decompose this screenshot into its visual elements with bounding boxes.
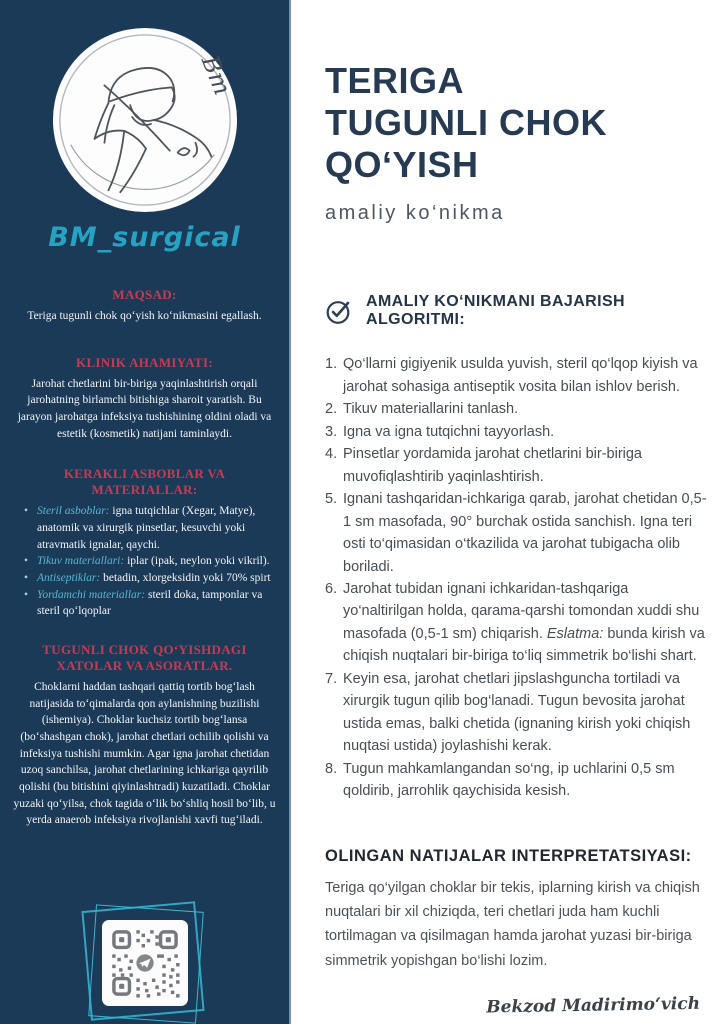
klinik-text: Jarohat chetlarini bir-biriga yaqinlashtirish orqali jarohatning birlamchi bitishiga sharoit yaratish. Bu jarayon jarohatga infeksiya tushishining oldini oladi va estetik (kosmetik) natijani taminlaydi.	[17, 377, 272, 440]
title-line: TERIGA	[325, 60, 465, 101]
algorithm-step: Jarohat tubidan ignani ichkaridan-tashqariga yo‘naltirilgan holda, qarama-qarshi tomondan xuddi shu masofada (0,5-1 sm) chiqarish. Eslatma: bunda kirish va chiqish nuqtalari bir-biriga to‘liq simmetrik bo‘lishi shart.	[343, 581, 705, 665]
section-tools	[0, 466, 289, 620]
title-line: QO‘YISH	[325, 144, 479, 186]
tools-heading: KERAKLI ASBOBLAR VA MATERIALLAR:	[63, 466, 226, 498]
check-circle-icon	[325, 298, 352, 325]
section-maqsad	[0, 287, 289, 325]
list-item: • Antiseptiklar: betadin, xlorgeksidin yoki 70% spirt	[24, 570, 279, 587]
list-item: • Steril asboblar: igna tutqichlar (Xegar, Matye), anatomik va xirurgik pinsetlar, kesuvchi yoki atravmatik ignalar, qaychi.	[24, 503, 279, 553]
xatolar-text: Choklarni haddan tashqari qattiq tortib bog‘lash natijasida to‘qimalarda qon aylanishning buzilishi (ishemiya). Choklar kuchsiz tortib bog‘lansa (bo‘shashgan chok), jarohat chetlari ochilib qolishi va infeksiya tushishi mumkin. Agar igna jarohat chetidan uzoq sanchilsa, jarohat chetlarining ichkariga qayrilib qolishi (bu bitishini qiyinlashtradi) kuzatiladi. Choklar yuzaki qo‘yilsa, chok tagida o‘lik bo‘shliq hosil bo‘lib, u yerda anaerob infeksiya rivojlanishi xavfi tug‘iladi.	[13, 681, 276, 827]
logo-monogram: Bm	[195, 51, 237, 99]
sidebar	[0, 0, 291, 1024]
qr-code-icon	[107, 925, 183, 1001]
algorithm-heading: AMALIY KO‘NIKMANI BAJARISH ALGORITMI:	[366, 293, 626, 329]
page-title	[325, 60, 710, 186]
results-heading: OLINGAN NATIJALAR INTERPRETATSIYASI:	[325, 846, 692, 865]
tools-list	[24, 503, 279, 620]
section-klinik	[0, 355, 289, 443]
algorithm-step: Pinsetlar yordamida jarohat chetlarini bir-biriga muvofiqlashtirib yaqinlashtirish.	[343, 446, 642, 485]
section-xatolar	[0, 642, 289, 829]
list-item: • Tikuv materiallari: iplar (ipak, neylon yoki vikril).	[24, 553, 279, 570]
algorithm-step: Tugun mahkamlangandan so‘ng, ip uchlarini 0,5 sm qoldirib, jarrohlik qaychisida kesish.	[343, 760, 675, 800]
algorithm-step: Keyin esa, jarohat chetlari jipslashguncha tortiladi va xirurgik tugun qilib bog‘lanadi. Tugun bevosita jarohat ustida emas, balki chetida (ignaning kirish yoki chiqish nuqtasi ustida) joylashishi kerak.	[343, 670, 691, 755]
xatolar-heading: TUGUNLI CHOK QO‘YISHDAGI XATOLAR VA ASORATLAR.	[42, 642, 247, 674]
page-subtitle: amaliy ko‘nikma	[325, 202, 505, 225]
algorithm-step: Igna va igna tutqichni tayyorlash.	[343, 423, 555, 440]
klinik-heading: KLINIK AHAMIYATI:	[76, 354, 213, 370]
maqsad-heading: MAQSAD:	[112, 287, 177, 302]
list-item: • Yordamchi materiallar: steril doka, tamponlar va steril qo‘lqoplar	[24, 587, 279, 620]
algorithm-step: Qo‘llarni gigiyenik usulda yuvish, steril qo‘lqop kiyish va jarohat sohasiga antiseptik vosita bilan ishlov berish.	[343, 356, 698, 395]
main-content	[291, 0, 724, 1024]
title-line: TUGUNLI CHOK	[325, 102, 607, 144]
logo	[51, 26, 239, 214]
surgeon-sketch-icon	[51, 26, 239, 214]
qr-block	[100, 918, 190, 1008]
brand-name: BM_surgical	[48, 222, 241, 253]
algorithm-step: Tikuv materiallarini tanlash.	[343, 401, 519, 418]
algorithm-list	[325, 353, 710, 802]
algorithm-step: Ignani tashqaridan-ichkariga qarab, jarohat chetidan 0,5-1 sm masofada, 90° burchak ostida sanchish. Igna teri osti to‘qimasidan o‘tkazilida va jarohat tubigacha olib boriladi.	[343, 491, 707, 575]
algorithm-header	[325, 293, 710, 329]
qr-code	[102, 920, 188, 1006]
maqsad-text: Teriga tugunli chok qo‘yish ko‘nikmasini egallash.	[27, 310, 262, 322]
results-text: Teriga qo‘yilgan choklar bir tekis, iplarning kirish va chiqish nuqtalari bir xil chiziqda, teri chetlari juda ham kuchli tortilmagan va qisilmagan hamda jarohat yuzasi bir-biriga simmetrik yopishgan bo‘lishi lozim.	[325, 879, 700, 969]
author-signature: Bekzod Madirimo‘vich	[486, 993, 701, 1018]
